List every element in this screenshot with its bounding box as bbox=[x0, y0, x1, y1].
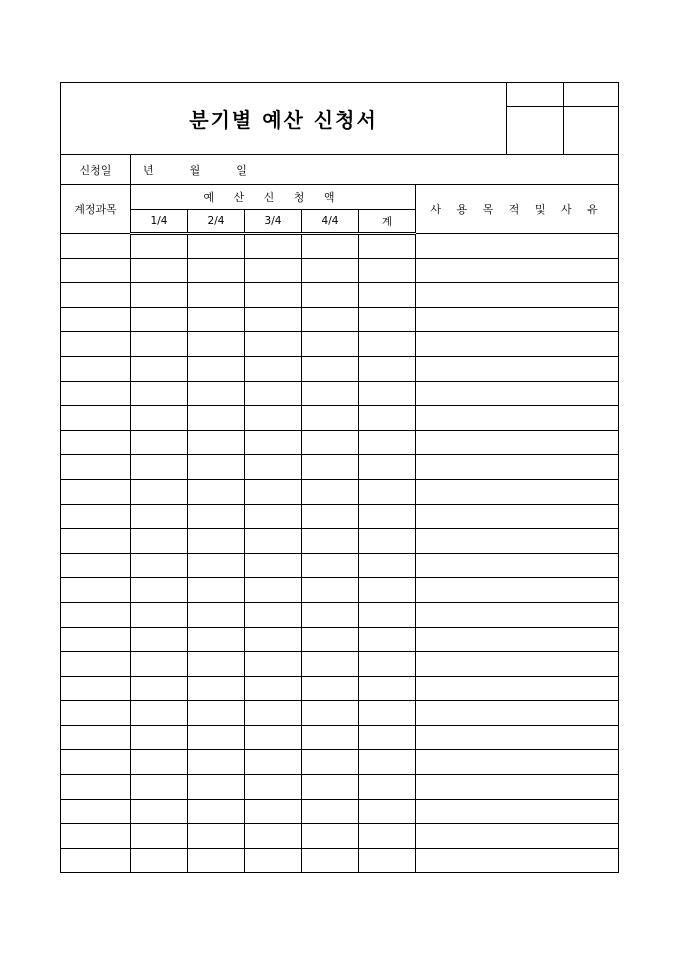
q3-cell[interactable] bbox=[245, 258, 302, 283]
table-row bbox=[61, 725, 619, 750]
q2-cell[interactable] bbox=[188, 307, 245, 332]
purpose-cell[interactable] bbox=[416, 529, 619, 554]
account-cell[interactable] bbox=[61, 258, 131, 283]
total-cell[interactable] bbox=[359, 406, 416, 431]
quarter-1-header: 1/4 bbox=[131, 210, 188, 234]
q2-cell[interactable] bbox=[188, 602, 245, 627]
purpose-cell[interactable] bbox=[416, 234, 619, 259]
form-table bbox=[60, 82, 619, 873]
q3-cell[interactable] bbox=[245, 652, 302, 677]
q3-cell[interactable] bbox=[245, 602, 302, 627]
total-cell[interactable] bbox=[359, 258, 416, 283]
purpose-cell[interactable] bbox=[416, 307, 619, 332]
q2-cell[interactable] bbox=[188, 356, 245, 381]
q3-cell[interactable] bbox=[245, 578, 302, 603]
q3-cell[interactable] bbox=[245, 627, 302, 652]
purpose-cell[interactable] bbox=[416, 479, 619, 504]
purpose-cell[interactable] bbox=[416, 553, 619, 578]
q4-cell[interactable] bbox=[302, 627, 359, 652]
account-cell[interactable] bbox=[61, 799, 131, 824]
total-cell[interactable] bbox=[359, 725, 416, 750]
q4-cell[interactable] bbox=[302, 529, 359, 554]
approval-box-header-1 bbox=[507, 83, 564, 107]
q1-cell[interactable] bbox=[131, 602, 188, 627]
q1-cell[interactable] bbox=[131, 234, 188, 259]
table-row bbox=[61, 479, 619, 504]
q3-cell[interactable] bbox=[245, 430, 302, 455]
table-row bbox=[61, 578, 619, 603]
purpose-cell[interactable] bbox=[416, 725, 619, 750]
q1-cell[interactable] bbox=[131, 848, 188, 873]
q1-cell[interactable] bbox=[131, 455, 188, 480]
q2-cell[interactable] bbox=[188, 529, 245, 554]
date-day-label: 일 bbox=[236, 163, 247, 177]
table-row bbox=[61, 234, 619, 259]
q1-cell[interactable] bbox=[131, 356, 188, 381]
purpose-cell[interactable] bbox=[416, 455, 619, 480]
q2-cell[interactable] bbox=[188, 627, 245, 652]
total-cell[interactable] bbox=[359, 750, 416, 775]
q1-cell[interactable] bbox=[131, 332, 188, 357]
q4-cell[interactable] bbox=[302, 479, 359, 504]
q2-cell[interactable] bbox=[188, 234, 245, 259]
q1-cell[interactable] bbox=[131, 824, 188, 849]
q4-cell[interactable] bbox=[302, 430, 359, 455]
budget-request-amount-header: 예 산 신 청 액 bbox=[131, 185, 416, 210]
total-cell[interactable] bbox=[359, 307, 416, 332]
q2-cell[interactable] bbox=[188, 701, 245, 726]
purpose-cell[interactable] bbox=[416, 381, 619, 406]
q2-cell[interactable] bbox=[188, 430, 245, 455]
account-cell[interactable] bbox=[61, 602, 131, 627]
q2-cell[interactable] bbox=[188, 283, 245, 308]
account-cell[interactable] bbox=[61, 529, 131, 554]
q3-cell[interactable] bbox=[245, 775, 302, 800]
application-date-label: 신청일 bbox=[61, 155, 131, 185]
q2-cell[interactable] bbox=[188, 258, 245, 283]
q2-cell[interactable] bbox=[188, 799, 245, 824]
q3-cell[interactable] bbox=[245, 799, 302, 824]
table-row bbox=[61, 406, 619, 431]
purpose-cell[interactable] bbox=[416, 652, 619, 677]
q3-cell[interactable] bbox=[245, 824, 302, 849]
total-cell[interactable] bbox=[359, 332, 416, 357]
table-row bbox=[61, 848, 619, 873]
q4-cell[interactable] bbox=[302, 676, 359, 701]
account-cell[interactable] bbox=[61, 283, 131, 308]
purpose-cell[interactable] bbox=[416, 676, 619, 701]
purpose-cell[interactable] bbox=[416, 430, 619, 455]
purpose-cell[interactable] bbox=[416, 406, 619, 431]
q2-cell[interactable] bbox=[188, 578, 245, 603]
q2-cell[interactable] bbox=[188, 750, 245, 775]
q4-cell[interactable] bbox=[302, 824, 359, 849]
account-cell[interactable] bbox=[61, 307, 131, 332]
q1-cell[interactable] bbox=[131, 627, 188, 652]
purpose-cell[interactable] bbox=[416, 799, 619, 824]
table-row bbox=[61, 455, 619, 480]
q3-cell[interactable] bbox=[245, 504, 302, 529]
q4-cell[interactable] bbox=[302, 381, 359, 406]
purpose-cell[interactable] bbox=[416, 258, 619, 283]
account-cell[interactable] bbox=[61, 848, 131, 873]
account-cell[interactable] bbox=[61, 504, 131, 529]
account-cell[interactable] bbox=[61, 455, 131, 480]
q2-cell[interactable] bbox=[188, 332, 245, 357]
q4-cell[interactable] bbox=[302, 406, 359, 431]
q2-cell[interactable] bbox=[188, 725, 245, 750]
q1-cell[interactable] bbox=[131, 406, 188, 431]
q2-cell[interactable] bbox=[188, 479, 245, 504]
q2-cell[interactable] bbox=[188, 504, 245, 529]
q3-cell[interactable] bbox=[245, 307, 302, 332]
q4-cell[interactable] bbox=[302, 283, 359, 308]
table-row bbox=[61, 652, 619, 677]
table-row bbox=[61, 553, 619, 578]
budget-request-form bbox=[60, 82, 618, 873]
total-cell[interactable] bbox=[359, 578, 416, 603]
q4-cell[interactable] bbox=[302, 234, 359, 259]
q4-cell[interactable] bbox=[302, 307, 359, 332]
table-row bbox=[61, 529, 619, 554]
q2-cell[interactable] bbox=[188, 676, 245, 701]
total-cell[interactable] bbox=[359, 824, 416, 849]
quarter-3-header: 3/4 bbox=[245, 210, 302, 234]
purpose-cell[interactable] bbox=[416, 332, 619, 357]
purpose-cell[interactable] bbox=[416, 848, 619, 873]
q4-cell[interactable] bbox=[302, 602, 359, 627]
account-cell[interactable] bbox=[61, 553, 131, 578]
account-cell[interactable] bbox=[61, 332, 131, 357]
q3-cell[interactable] bbox=[245, 356, 302, 381]
total-cell[interactable] bbox=[359, 701, 416, 726]
total-cell[interactable] bbox=[359, 283, 416, 308]
q3-cell[interactable] bbox=[245, 283, 302, 308]
total-cell[interactable] bbox=[359, 430, 416, 455]
table-row bbox=[61, 504, 619, 529]
q3-cell[interactable] bbox=[245, 234, 302, 259]
q3-cell[interactable] bbox=[245, 750, 302, 775]
q3-cell[interactable] bbox=[245, 553, 302, 578]
purpose-cell[interactable] bbox=[416, 356, 619, 381]
total-cell[interactable] bbox=[359, 627, 416, 652]
q3-cell[interactable] bbox=[245, 701, 302, 726]
table-row bbox=[61, 676, 619, 701]
account-cell[interactable] bbox=[61, 652, 131, 677]
q3-cell[interactable] bbox=[245, 848, 302, 873]
q2-cell[interactable] bbox=[188, 652, 245, 677]
purpose-cell[interactable] bbox=[416, 504, 619, 529]
q4-cell[interactable] bbox=[302, 725, 359, 750]
quarter-4-header: 4/4 bbox=[302, 210, 359, 234]
q1-cell[interactable] bbox=[131, 283, 188, 308]
purpose-cell[interactable] bbox=[416, 627, 619, 652]
q4-cell[interactable] bbox=[302, 504, 359, 529]
q4-cell[interactable] bbox=[302, 578, 359, 603]
table-row bbox=[61, 258, 619, 283]
q1-cell[interactable] bbox=[131, 676, 188, 701]
q4-cell[interactable] bbox=[302, 332, 359, 357]
q1-cell[interactable] bbox=[131, 750, 188, 775]
account-cell[interactable] bbox=[61, 775, 131, 800]
q1-cell[interactable] bbox=[131, 701, 188, 726]
total-header: 계 bbox=[359, 210, 416, 234]
account-item-header: 계정과목 bbox=[61, 185, 131, 234]
account-cell[interactable] bbox=[61, 430, 131, 455]
account-cell[interactable] bbox=[61, 578, 131, 603]
q1-cell[interactable] bbox=[131, 799, 188, 824]
account-cell[interactable] bbox=[61, 676, 131, 701]
total-cell[interactable] bbox=[359, 381, 416, 406]
q3-cell[interactable] bbox=[245, 676, 302, 701]
q4-cell[interactable] bbox=[302, 455, 359, 480]
quarter-2-header: 2/4 bbox=[188, 210, 245, 234]
account-cell[interactable] bbox=[61, 824, 131, 849]
table-row bbox=[61, 332, 619, 357]
account-cell[interactable] bbox=[61, 725, 131, 750]
q1-cell[interactable] bbox=[131, 578, 188, 603]
q1-cell[interactable] bbox=[131, 430, 188, 455]
purpose-cell[interactable] bbox=[416, 824, 619, 849]
q3-cell[interactable] bbox=[245, 725, 302, 750]
q1-cell[interactable] bbox=[131, 504, 188, 529]
table-row bbox=[61, 356, 619, 381]
account-cell[interactable] bbox=[61, 701, 131, 726]
q1-cell[interactable] bbox=[131, 307, 188, 332]
table-row bbox=[61, 283, 619, 308]
purpose-reason-header: 사 용 목 적 및 사 유 bbox=[416, 185, 619, 234]
q1-cell[interactable] bbox=[131, 725, 188, 750]
total-cell[interactable] bbox=[359, 602, 416, 627]
q3-cell[interactable] bbox=[245, 529, 302, 554]
total-cell[interactable] bbox=[359, 234, 416, 259]
total-cell[interactable] bbox=[359, 529, 416, 554]
purpose-cell[interactable] bbox=[416, 775, 619, 800]
total-cell[interactable] bbox=[359, 676, 416, 701]
q2-cell[interactable] bbox=[188, 775, 245, 800]
table-row bbox=[61, 775, 619, 800]
total-cell[interactable] bbox=[359, 504, 416, 529]
total-cell[interactable] bbox=[359, 799, 416, 824]
q2-cell[interactable] bbox=[188, 406, 245, 431]
total-cell[interactable] bbox=[359, 356, 416, 381]
q2-cell[interactable] bbox=[188, 455, 245, 480]
account-cell[interactable] bbox=[61, 234, 131, 259]
total-cell[interactable] bbox=[359, 652, 416, 677]
total-cell[interactable] bbox=[359, 455, 416, 480]
q4-cell[interactable] bbox=[302, 750, 359, 775]
q3-cell[interactable] bbox=[245, 381, 302, 406]
q1-cell[interactable] bbox=[131, 258, 188, 283]
table-row bbox=[61, 381, 619, 406]
purpose-cell[interactable] bbox=[416, 578, 619, 603]
account-cell[interactable] bbox=[61, 356, 131, 381]
table-row bbox=[61, 307, 619, 332]
total-cell[interactable] bbox=[359, 848, 416, 873]
q1-cell[interactable] bbox=[131, 529, 188, 554]
q1-cell[interactable] bbox=[131, 381, 188, 406]
q3-cell[interactable] bbox=[245, 332, 302, 357]
table-row bbox=[61, 627, 619, 652]
q4-cell[interactable] bbox=[302, 258, 359, 283]
date-month-label: 월 bbox=[189, 163, 201, 177]
q1-cell[interactable] bbox=[131, 553, 188, 578]
table-row bbox=[61, 824, 619, 849]
purpose-cell[interactable] bbox=[416, 701, 619, 726]
account-cell[interactable] bbox=[61, 627, 131, 652]
q4-cell[interactable] bbox=[302, 356, 359, 381]
q4-cell[interactable] bbox=[302, 701, 359, 726]
total-cell[interactable] bbox=[359, 553, 416, 578]
q2-cell[interactable] bbox=[188, 824, 245, 849]
q4-cell[interactable] bbox=[302, 799, 359, 824]
approval-box-header-2 bbox=[564, 83, 619, 107]
account-cell[interactable] bbox=[61, 381, 131, 406]
purpose-cell[interactable] bbox=[416, 283, 619, 308]
q4-cell[interactable] bbox=[302, 652, 359, 677]
q1-cell[interactable] bbox=[131, 652, 188, 677]
table-row bbox=[61, 799, 619, 824]
account-cell[interactable] bbox=[61, 479, 131, 504]
table-row bbox=[61, 430, 619, 455]
q2-cell[interactable] bbox=[188, 553, 245, 578]
q3-cell[interactable] bbox=[245, 406, 302, 431]
total-cell[interactable] bbox=[359, 479, 416, 504]
q4-cell[interactable] bbox=[302, 848, 359, 873]
table-row bbox=[61, 602, 619, 627]
approval-box-sign-1[interactable] bbox=[507, 107, 564, 155]
purpose-cell[interactable] bbox=[416, 750, 619, 775]
q1-cell[interactable] bbox=[131, 775, 188, 800]
q4-cell[interactable] bbox=[302, 553, 359, 578]
q1-cell[interactable] bbox=[131, 479, 188, 504]
approval-box-sign-2[interactable] bbox=[564, 107, 619, 155]
application-date-field[interactable] bbox=[131, 155, 619, 185]
account-cell[interactable] bbox=[61, 750, 131, 775]
q4-cell[interactable] bbox=[302, 775, 359, 800]
q2-cell[interactable] bbox=[188, 381, 245, 406]
q3-cell[interactable] bbox=[245, 455, 302, 480]
total-cell[interactable] bbox=[359, 775, 416, 800]
table-row bbox=[61, 750, 619, 775]
account-cell[interactable] bbox=[61, 406, 131, 431]
form-title: 분기별 예산 신청서 bbox=[61, 83, 507, 155]
q2-cell[interactable] bbox=[188, 848, 245, 873]
date-year-label: 년 bbox=[143, 163, 154, 177]
table-row bbox=[61, 701, 619, 726]
q3-cell[interactable] bbox=[245, 479, 302, 504]
purpose-cell[interactable] bbox=[416, 602, 619, 627]
